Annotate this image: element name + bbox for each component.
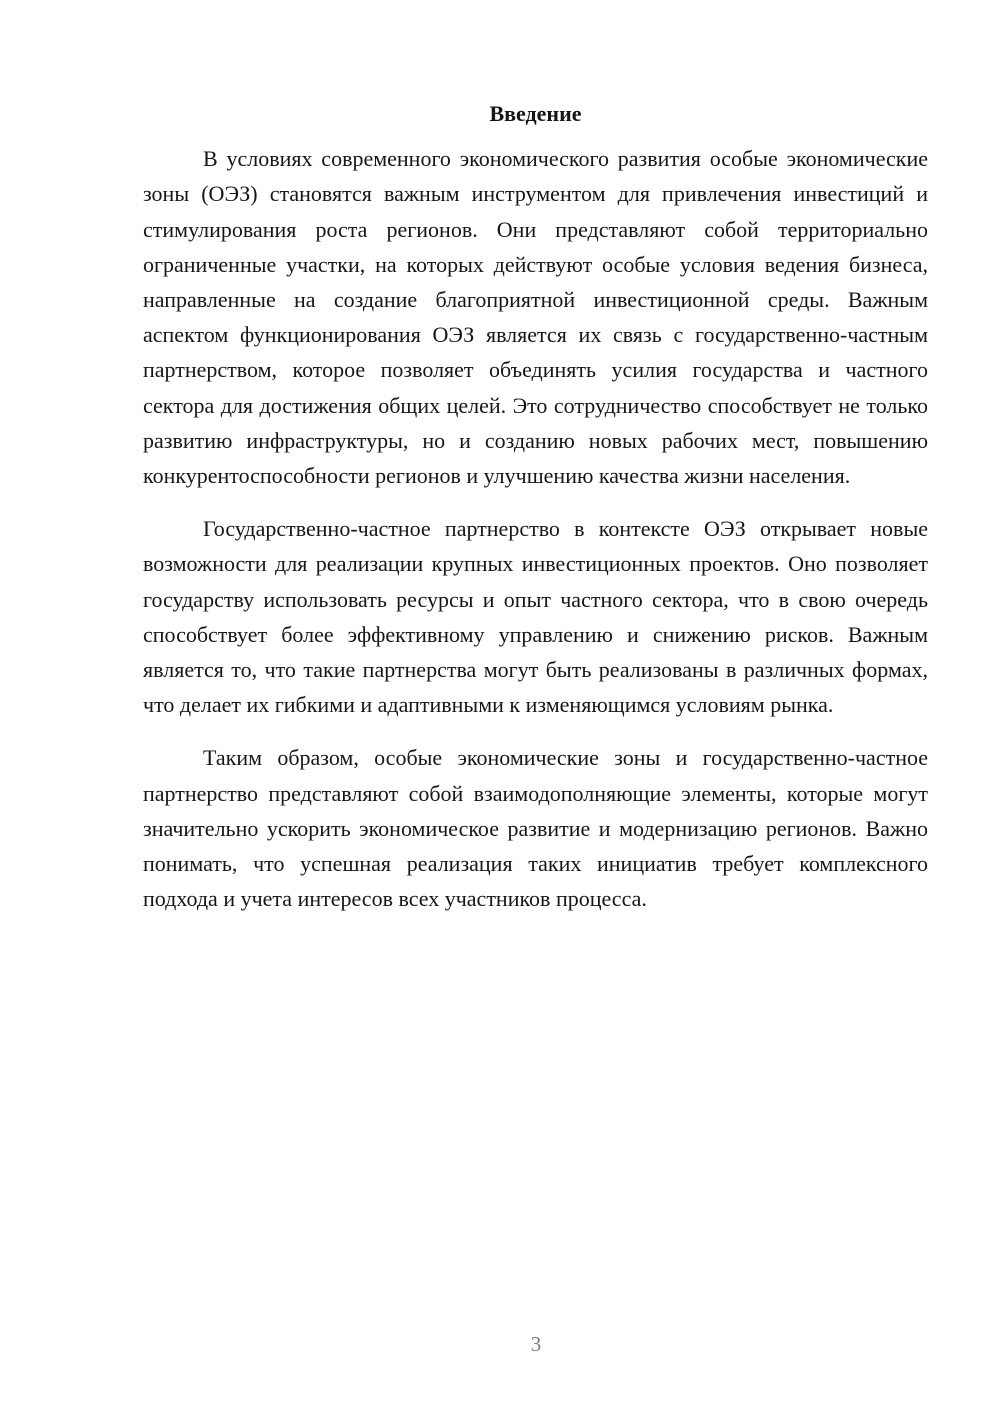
paragraph-2: Государственно-частное партнерство в контексте ОЭЗ открывает новые возможности для реализации крупных инвестиционных проектов. Оно позволяет государству использовать ресурсы и опыт частного сектора, что в свою очередь способствует более эффективному управлению и снижению рисков. Важным является то, что такие партнерства могут быть реализованы в различных формах, что делает их гибкими и адаптивными к изменяющимся условиям рынка.	[143, 516, 928, 718]
page-number: 3	[530, 1332, 542, 1356]
section-title: Введение	[489, 101, 582, 126]
document-body	[143, 96, 928, 934]
paragraph-1: В условиях современного экономического развития особые экономические зоны (ОЭЗ) становятся важным инструментом для привлечения инвестиций и стимулирования роста регионов. Они представляют собой территориально ограниченные участки, на которых действуют особые условия ведения бизнеса, направленные на создание благоприятной инвестиционной среды. Важным аспектом функционирования ОЭЗ является их связь с государственно-частным партнерством, которое позволяет объединять усилия государства и частного сектора для достижения общих целей. Это сотрудничество способствует не только развитию инфраструктуры, но и созданию новых рабочих мест, повышению конкурентоспособности регионов и улучшению качества жизни населения.	[143, 146, 928, 489]
paragraph-3: Таким образом, особые экономические зоны и государственно-частное партнерство представляют собой взаимодополняющие элементы, которые могут значительно ускорить экономическое развитие и модернизацию регионов. Важно понимать, что успешная реализация таких инициатив требует комплексного подхода и учета интересов всех участников процесса.	[143, 745, 928, 912]
